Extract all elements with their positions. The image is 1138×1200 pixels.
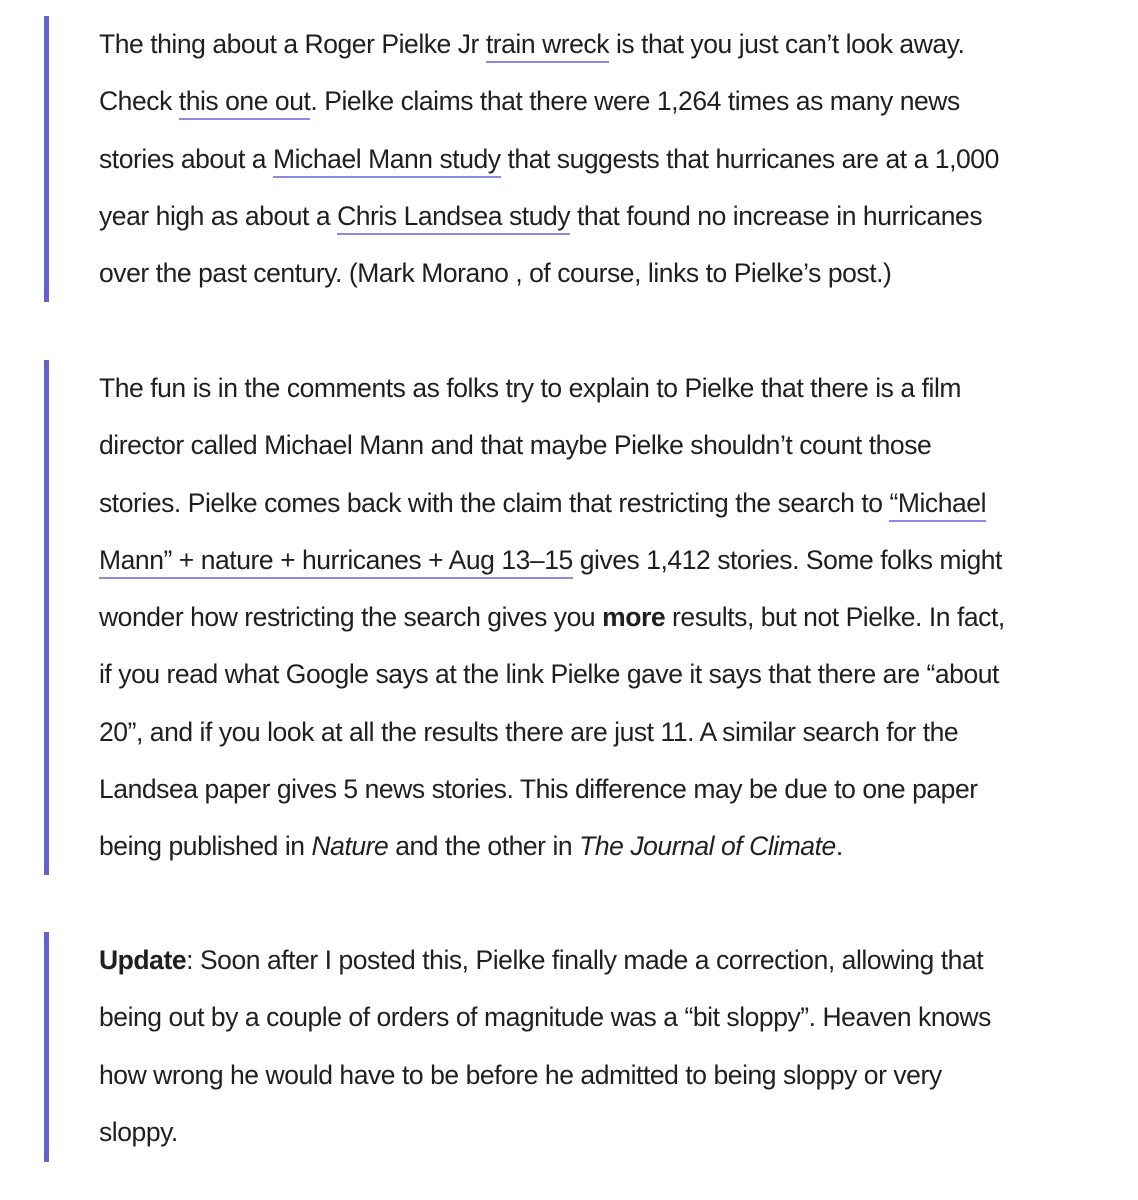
paragraph3-line2: being out by a couple of orders of magnitude was a “bit sloppy”. Heaven knows bbox=[99, 1002, 991, 1033]
paragraph1-line3: stories about a Michael Mann study that suggests that hurricanes are at a 1,000 bbox=[99, 131, 1104, 188]
train-wreck-link[interactable]: train wreck bbox=[486, 29, 609, 63]
journal-of-climate: The Journal of Climate bbox=[579, 831, 836, 862]
michael-mann-study-link[interactable]: Michael Mann study bbox=[273, 144, 501, 178]
paragraph1-line4: year high as about a Chris Landsea study that found no increase in hurricanes bbox=[99, 188, 1104, 245]
update-label: Update bbox=[99, 945, 187, 975]
blockquote-3 bbox=[44, 932, 1104, 1162]
journal-nature: Nature bbox=[311, 831, 389, 862]
paragraph1-line1: The thing about a Roger Pielke Jr train wreck is that you just can’t look away. bbox=[99, 16, 1104, 73]
emphasis-more: more bbox=[602, 602, 666, 633]
blockquote-1 bbox=[44, 16, 1104, 302]
google-search-link-cont[interactable]: Mann” + nature + hurricanes + Aug 13–15 bbox=[99, 545, 573, 579]
this-one-out-link[interactable]: this one out bbox=[179, 86, 311, 120]
paragraph2-line1: The fun is in the comments as folks try to explain to Pielke that there is a film bbox=[99, 373, 962, 403]
blockquote-2 bbox=[44, 360, 1104, 875]
paragraph2-line3: stories. Pielke comes back with the claim that restricting the search to “Michael bbox=[99, 475, 1104, 532]
paragraph3-line3: how wrong he would have to be before he admitted to being sloppy or very bbox=[99, 1059, 942, 1090]
paragraph2-line8: Landsea paper gives 5 news stories. This difference may be due to one paper bbox=[99, 774, 978, 805]
paragraph2-line9: being published in Nature and the other in The Journal of Climate. bbox=[99, 831, 843, 862]
paragraph2-line5: wonder how restricting the search gives you more results, but not Pielke. In fact, bbox=[99, 602, 1005, 633]
paragraph2-line6: if you read what Google says at the link Pielke gave it says that there are “about bbox=[99, 659, 999, 690]
paragraph2-line7: 20”, and if you look at all the results there are just 11. A similar search for the bbox=[99, 716, 959, 747]
paragraph3-line1: Update: Soon after I posted this, Pielke finally made a correction, allowing that bbox=[99, 945, 984, 975]
paragraph1-line5: over the past century. (Mark Morano , of course, links to Pielke’s post.) bbox=[99, 258, 892, 289]
paragraph2-line4: Mann” + nature + hurricanes + Aug 13–15 gives 1,412 stories. Some folks might bbox=[99, 532, 1104, 589]
paragraph3-line4: sloppy. bbox=[99, 1116, 178, 1147]
paragraph2-line2: director called Michael Mann and that maybe Pielke shouldn’t count those bbox=[99, 430, 932, 461]
paragraph1-line2: Check this one out. Pielke claims that there were 1,264 times as many news bbox=[99, 73, 1104, 130]
google-search-link[interactable]: “Michael bbox=[889, 488, 986, 522]
chris-landsea-study-link[interactable]: Chris Landsea study bbox=[337, 201, 570, 235]
